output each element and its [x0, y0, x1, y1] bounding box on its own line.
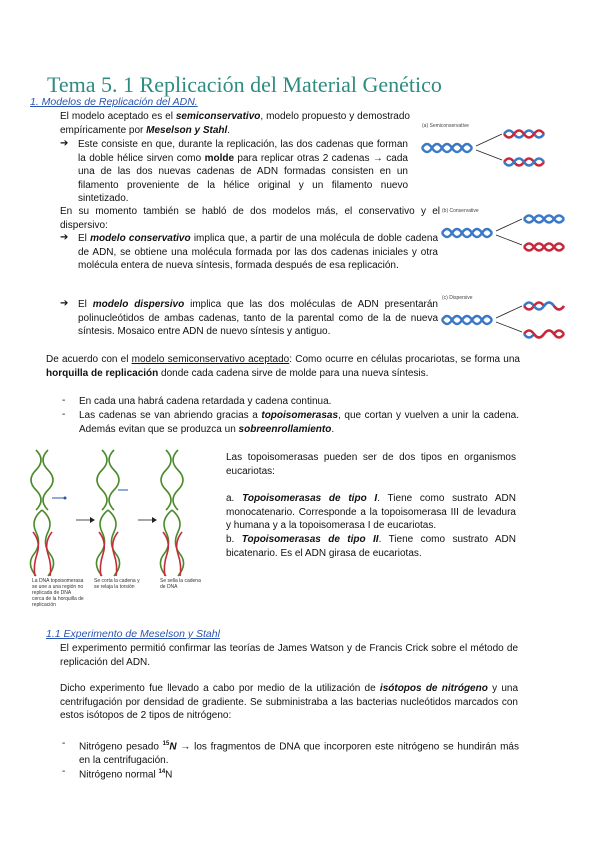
- semiconservative-label: (a) Semiconservative: [422, 123, 469, 129]
- replication-fork-paragraph: De acuerdo con el modelo semiconservativo aceptado: Como ocurre en células procariotas, se forma una horquilla de replicación donde cada cadena sirve de molde para una nueva síntesis.: [46, 354, 520, 379]
- bullet-semiconservative: Este consiste en que, durante la replicación, las dos cadenas que forman la doble hélice sirven como molde para replicar otras 2 cadenas → cada una de las dos nuevas cadenas de ADN formadas consisten en un filamento proveniente de la hélice original y un filamento nuevo sintetizado.: [78, 139, 408, 205]
- dash-bullet: -: [62, 738, 66, 749]
- bullet-dispersive: El modelo dispersivo implica que las dos moléculas de ADN presentarán polinucleótidos de ambas cadenas, tanto de la parental como de la de nueva síntesis. Mosaico entre ADN de nuevo síntesis y antiguo.: [78, 299, 438, 338]
- experiment-paragraph-1: El experimento permitió confirmar las teorías de James Watson y de Francis Crick sobre el método de replicación del ADN.: [60, 643, 518, 668]
- daughter-helix-top: [504, 131, 544, 138]
- arrow-bullet-icon: ➔: [60, 298, 69, 309]
- intro-paragraph: El modelo aceptado es el semiconservativo, modelo propuesto y demostrado empíricamente por Meselson y Stahl.: [60, 111, 410, 136]
- section-heading-models[interactable]: 1. Modelos de Replicación del ADN.: [30, 96, 198, 108]
- arrow-bullet-icon: ➔: [60, 138, 69, 149]
- fork-panel-1: [30, 450, 66, 576]
- figure-caption-1: La DNA topoisomerasa se une a una región no replicada de DNA cerca de la horquilla de replicación: [32, 578, 84, 608]
- conservative-diagram: [440, 205, 570, 265]
- dash-item-lagging: En cada una habrá cadena retardada y cadena continua.: [79, 396, 332, 407]
- dash-bullet: -: [62, 395, 66, 406]
- figure-caption-3: Se sella la cadena de DNA: [160, 578, 201, 590]
- figure-caption-2: Se corta la cadena y se relaja la torsión: [94, 578, 140, 590]
- bullet-conservative: El modelo conservativo implica que, a partir de una molécula de doble cadena de ADN, se obtiene una molécula formada por las dos cadenas iniciales y otra molécula entera de nueva síntesis, formada después de esa replicación.: [78, 233, 439, 272]
- normal-nitrogen-item: Nitrógeno normal $^{14}$N: [79, 769, 173, 781]
- parent-helix: [422, 144, 472, 152]
- topoisomerase-type-1: a. Topoisomerasas de tipo I. Tiene como sustrato ADN monocatenario. Corresponde a la topoisomerasa III de levadura y humana y a la topoisomerasa I de eucariotas.: [226, 493, 516, 532]
- topoisomerase-type-2: b. Topoisomerasas de tipo II. Tiene como sustrato ADN bicatenario. Es el ADN girasa de eucariotas.: [226, 534, 516, 559]
- heavy-nitrogen-item: Nitrógeno pesado $^{15}$N → los fragmentos de DNA que incorporen este nitrógeno se hundirán más en la centrifugación.: [79, 741, 519, 766]
- page-title: Tema 5. 1 Replicación del Material Genético: [47, 72, 442, 97]
- other-models-paragraph: En su momento también se habló de dos modelos más, el conservativo y el dispersivo:: [60, 206, 440, 231]
- fork-panel-2: [96, 450, 128, 576]
- dash-bullet: -: [62, 766, 66, 777]
- fork-panel-3: [160, 450, 183, 576]
- experiment-paragraph-2: Dicho experimento fue llevado a cabo por medio de la utilización de isótopos de nitrógeno y una centrifugación por densidad de gradiente. Se subministraba a las bacterias nucleótidos marcados con estos isótopos de 2 tipos de nitrógeno:: [60, 683, 519, 722]
- topoisomerase-intro: Las topoisomerasas pueden ser de dos tipos en organismos eucariotas:: [226, 452, 516, 477]
- dash-item-topoisomerases: Las cadenas se van abriendo gracias a topoisomerasas, que cortan y vuelven a unir la cadena. Además evitan que se produzca un sobreenrollamiento.: [79, 410, 519, 435]
- dash-bullet: -: [62, 409, 66, 420]
- section-heading-meselson-stahl[interactable]: 1.1 Experimento de Meselson y Stahl: [46, 628, 220, 640]
- dispersive-label: (c) Dispersive: [442, 295, 473, 301]
- semiconservative-diagram: [420, 120, 550, 180]
- conservative-label: (b) Conservative: [442, 208, 479, 214]
- dispersive-diagram: [440, 292, 570, 352]
- arrow-bullet-icon: ➔: [60, 232, 69, 243]
- daughter-helix-bottom: [504, 159, 544, 166]
